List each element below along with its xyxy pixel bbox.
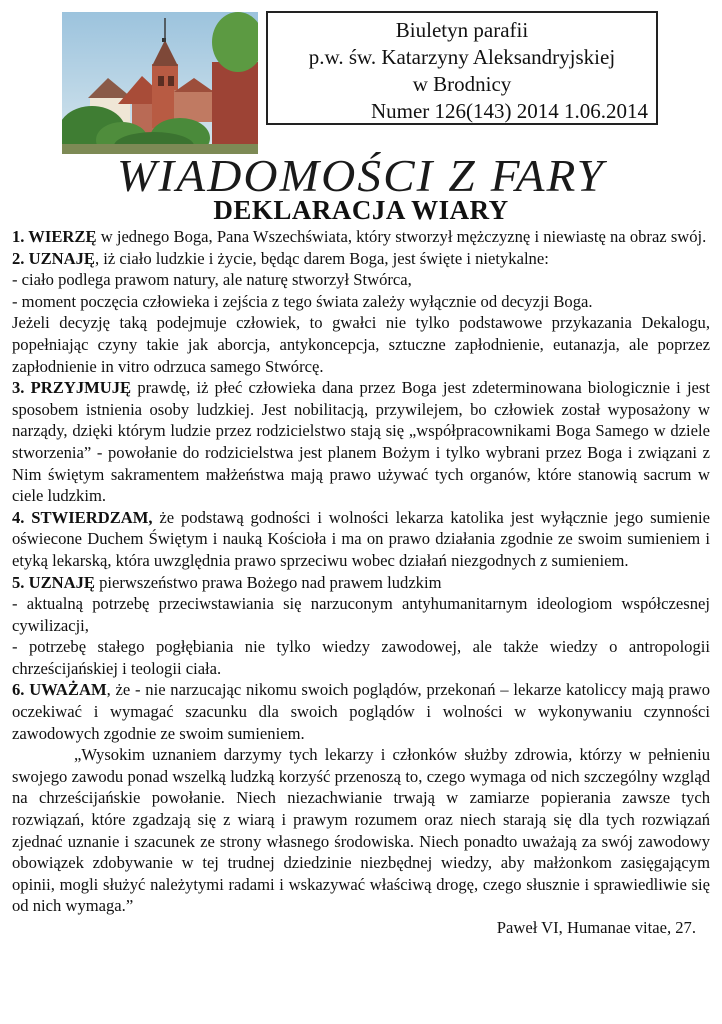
section-2-bullet-2: - moment poczęcia człowieka i zejścia z tego świata zależy wyłącznie od decyzji Boga. [12,291,593,311]
section-1-text: w jednego Boga, Pana Wszechświata, który stworzył mężczyznę i niewiastę na obraz swój. [96,227,707,246]
section-3-text: prawdę, iż płeć człowieka dana przez Boga jest zdeterminowana biologicznie i jest sposobem istnienia osoby ludzkiej. Jest nobilitacją, przywilejem, bo człowiek został wyposażony w narządy, dzięki którym ludzie przez rodzicielstwo stają się „współpracownikami Boga Samego w dziele stworzenia” - powołanie do rodzicielstwa jest planem Bożym i tylko wybrani przez Boga i związani z Nim świętym sakramentem małżeństwa mają prawo używać tych organów, które stanowią sacrum w ciele ludzkim. [12,378,710,506]
section-1-lead: 1. WIERZĘ [12,227,97,246]
section-3 [12,377,710,507]
church-photo [62,12,258,154]
section-6-text: , że - nie narzucając nikomu swoich poglądów, przekonań – lekarze katoliccy mają prawo oczekiwać i wymagać szacunku dla swoich poglądów i wolności w wykonywaniu czynności zawodowych zgodnie ze swoim sumieniem. [12,680,711,743]
quote-signature: Paweł VI, Humanae vitae, 27. [496,918,696,937]
section-5-lead: 5. UZNAJĘ [12,572,95,592]
bulletin-header-box [266,11,658,125]
section-5-text: pierwszeństwo prawa Bożego nad prawem ludzkim [94,572,442,592]
section-2-paragraph: Jeżeli decyzję taką podejmuje człowiek, to gwałci nie tylko podstawowe przykazania Dekalogu, popełniając czyny takie jak aborcja, antykoncepcja, sztuczne zapłodnienie, eutanazja, ale poprzez zapłodnienie in vitro odrzuca samego Stwórcę. [12,313,710,376]
section-5 [12,572,710,594]
section-6-lead: 6. UWAŻAM [12,680,107,700]
article-title: DEKLARACJA WIARY [213,195,509,225]
section-1 [12,226,710,248]
section-2-text: , iż ciało ludzkie i życie, będąc darem Boga, jest święte i nietykalne: [94,248,549,268]
article-body [12,226,710,939]
papal-quote: „Wysokim uznaniem darzymy tych lekarzy i członków służby zdrowia, którzy w pełnieniu swojego zawodu ponad wszelką ludzką korzyść przenoszą to, czego wymaga od nich szczególny wzgląd na chrześcijańskie powołanie. Niech niezachwianie trwają w zamiarze popierania zawsze tych rozwiązań, które zgadzają się z wiarą i prawym rozumem oraz niech starają się dla tych rozwiązań zjednać uznanie i szacunek ze strony własnego środowiska. Niech ponadto uważają za swój zawodowy obowiązek zdobywanie w tej trudnej dziedzinie niezbędnej wiedzy, aby małżonkom zasięgającym opinii, mogli służyć należytymi radami i wskazywać właściwą drogę, czego słusznie i sprawiedliwie się od nich wymaga.” [12,745,710,916]
parish-location: w Brodnicy [412,72,512,96]
masthead-title: WIADOMOŚCI Z FARY [116,151,606,201]
section-4-text: że podstawą godności i wolności lekarza katolika jest wyłącznie jego sumienie oświecone Duchem Świętym i nauką Kościoła i ma on prawo działania zgodnie ze swoim sumieniem i etyką lekarską, która uwzględnia prawo sprzeciwu wobec działań niezgodnych z sumieniem. [12,507,711,570]
section-4 [12,507,710,572]
section-6 [12,679,710,744]
section-5-bullet-1: - aktualną potrzebę przeciwstawiania się narzuconym antyhumanitarnym ideologiom współczesnej cywilizacji, [12,594,710,635]
section-2 [12,248,710,270]
section-2-bullet-1: - ciało podlega prawom natury, ale naturę stworzył Stwórca, [12,270,412,290]
parish-name: p.w. św. Katarzyny Aleksandryjskiej [308,45,616,69]
issue-number: Numer 126(143) 2014 1.06.2014 [370,99,648,123]
section-5-bullet-2: - potrzebę stałego pogłębiania nie tylko wiedzy zawodowej, ale także wiedzy o antropologii chrześcijańskiej i teologii ciała. [12,637,710,678]
section-3-lead: 3. PRZYJMUJĘ [12,378,132,398]
bulletin-name: Biuletyn parafii [395,18,529,42]
section-2-lead: 2. UZNAJĘ [12,248,95,268]
section-4-lead: 4. STWIERDZAM, [12,507,153,527]
